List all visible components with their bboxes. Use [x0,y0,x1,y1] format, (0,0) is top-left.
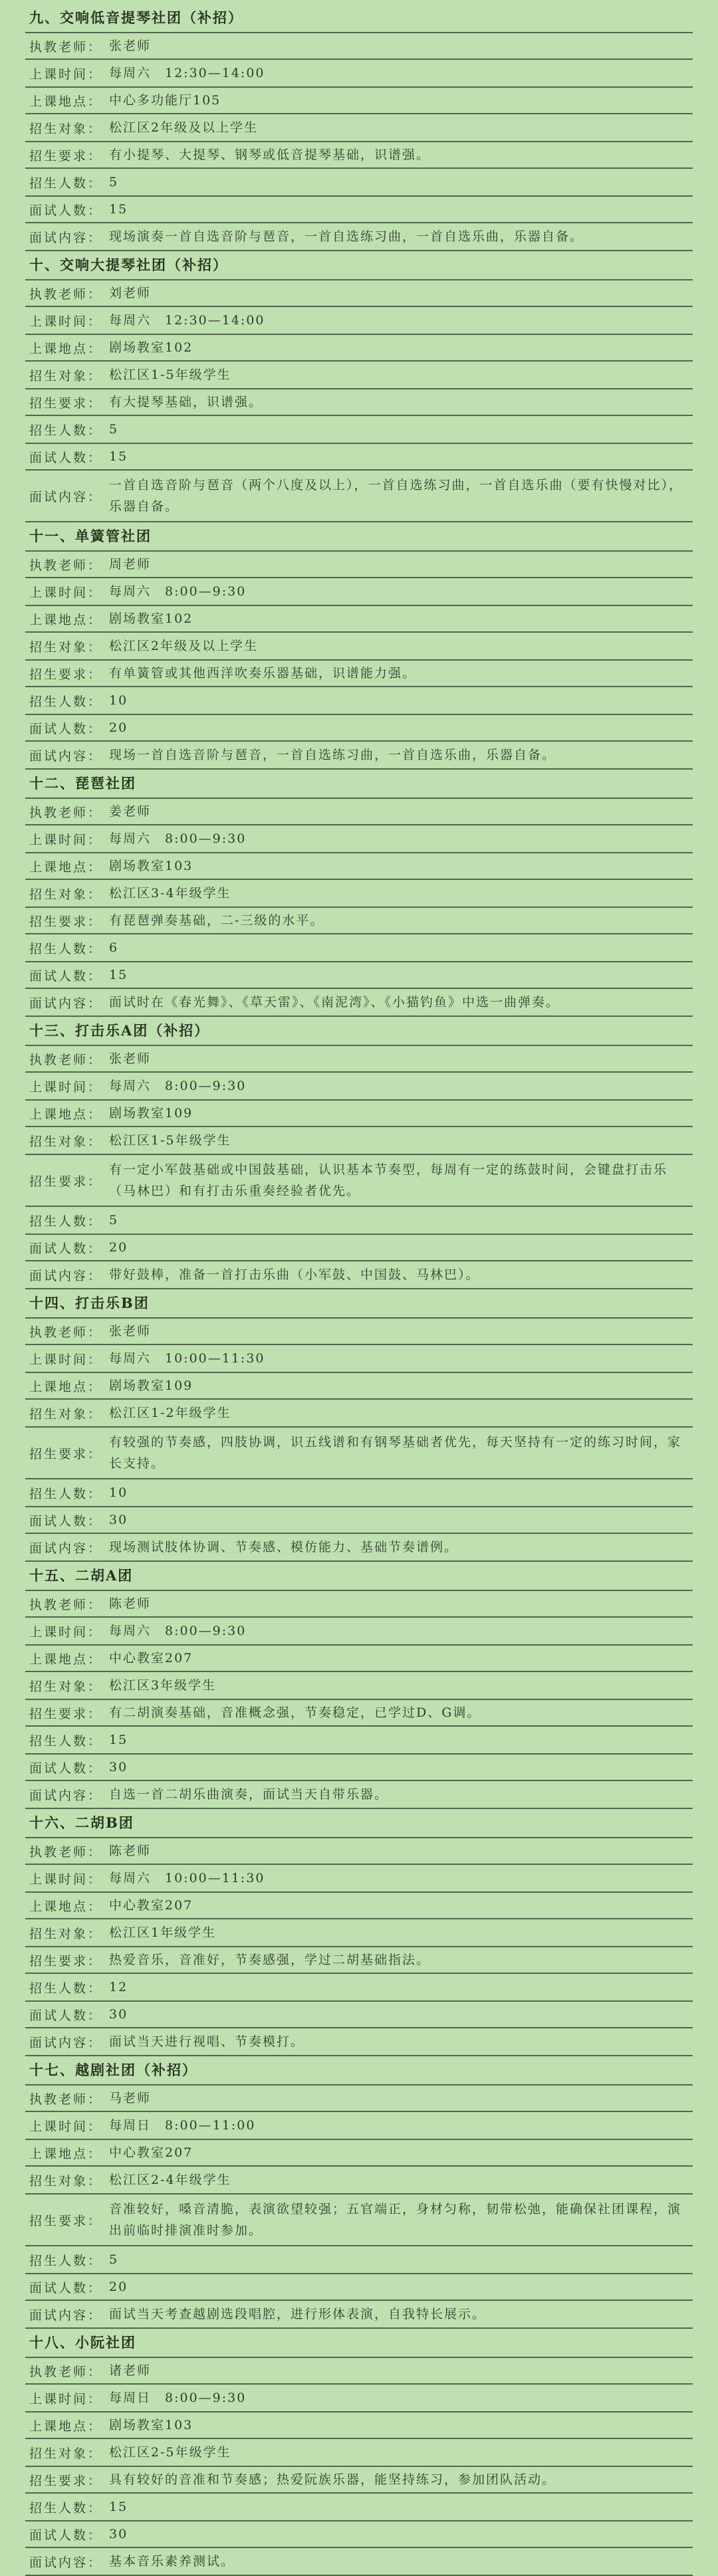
club-title: 十二、琵琶社团 [25,770,693,799]
field-value: 5 [109,2252,119,2267]
field-value: 20 [109,1240,128,1255]
field-label: 执教老师： [29,1052,103,1067]
field-label: 招生人数： [29,1981,103,1996]
field-row-interview-count [25,1755,693,1781]
field-value: 每周六 10:00—11:30 [109,1351,265,1366]
field-label: 面试内容： [29,2308,103,2323]
field-label: 面试内容： [29,1268,103,1283]
field-value: 基本音乐素养测试。 [109,2554,235,2569]
field-row-teacher [25,33,693,60]
field-label: 面试人数： [29,968,103,984]
club-section [25,2329,693,2576]
field-row-teacher [25,1838,693,1865]
field-value: 20 [109,720,128,735]
field-label: 执教老师： [29,286,103,302]
field-row-interview-content [25,223,693,251]
field-row-interview-content [25,2028,693,2056]
field-label: 面试人数： [29,1241,103,1256]
field-label: 面试内容： [29,489,103,504]
field-label: 招生要求： [29,1174,103,1189]
club-section [25,1289,693,1562]
field-row-place [25,1646,693,1672]
club-section [25,770,693,1017]
field-value: 诸老师 [109,2363,152,2378]
field-label: 上课时间： [29,2391,103,2407]
field-row-teacher [25,1591,693,1618]
field-label: 招生对象： [29,1679,103,1694]
field-row-place [25,88,693,114]
field-value: 每周六 10:00—11:30 [109,1871,265,1885]
club-section [25,2056,693,2329]
field-value: 剧场教室102 [109,611,193,626]
field-row-enroll-count [25,934,693,962]
field-value: 中心教室207 [109,1898,193,1913]
field-row-interview-count [25,2274,693,2301]
field-label: 招生人数： [29,1214,103,1229]
field-label: 面试人数： [29,1513,103,1529]
field-row-interview-count [25,1507,693,1534]
field-value: 姜老师 [109,804,152,819]
club-title: 十四、打击乐B团 [25,1289,693,1319]
field-value: 现场测试肢体协调、节奏感、模仿能力、基础节奏谱例。 [109,1540,459,1555]
club-title: 十七、越剧社团（补招） [25,2056,693,2086]
field-value: 现场一首自选音阶与琶音，一首自选练习曲，一首自选乐曲，乐器自备。 [109,748,556,762]
field-row-teacher [25,2086,693,2112]
field-row-time [25,1345,693,1373]
club-title: 十一、单簧管社团 [25,522,693,552]
field-row-enroll-count [25,1974,693,2002]
field-row-target [25,114,693,142]
field-value: 松江区3-4年级学生 [109,886,231,901]
club-section [25,1809,693,2056]
field-value: 面试时在《春光舞》、《草天雷》、《南泥湾》、《小猫钓鱼》中选一曲弹奏。 [109,995,560,1010]
field-label: 面试人数： [29,721,103,736]
field-value: 松江区3年级学生 [109,1678,217,1693]
field-row-time [25,2385,693,2413]
field-value: 15 [109,202,128,217]
field-row-time [25,2112,693,2140]
field-label: 执教老师： [29,1597,103,1612]
field-row-interview-count [25,1235,693,1261]
field-value: 5 [109,1213,119,1228]
field-row-requirement [25,1700,693,1727]
field-row-enroll-count [25,1727,693,1755]
field-row-target [25,1672,693,1700]
field-row-requirement [25,389,693,416]
field-value: 音准较好，嗓音清脆，表演欲望较强；五官端正，身材匀称，韧带松弛，能确保社团课程，演出前临时排演准时参加。 [109,2202,682,2238]
field-label: 面试内容： [29,230,103,245]
field-row-requirement [25,2467,693,2494]
field-row-interview-count [25,444,693,471]
field-label: 招生要求： [29,2213,103,2228]
field-value: 6 [109,940,119,955]
field-row-target [25,880,693,908]
field-value: 每周六 12:30—14:00 [109,313,265,328]
club-title: 十、交响大提琴社团（补招） [25,251,693,280]
field-value: 张老师 [109,1051,152,1066]
field-value: 30 [109,1760,128,1774]
field-row-teacher [25,552,693,578]
field-value: 刘老师 [109,286,152,300]
field-row-target [25,362,693,389]
club-title: 十五、二胡A团 [25,1562,693,1591]
field-row-teacher [25,1046,693,1073]
field-value: 每周六 8:00—9:30 [109,584,247,599]
field-value: 每周日 8:00—9:30 [109,2391,247,2405]
field-label: 招生人数： [29,175,103,191]
field-label: 面试内容： [29,996,103,1011]
field-row-teacher [25,2358,693,2385]
field-label: 上课地点： [29,94,103,109]
field-label: 上课地点： [29,859,103,875]
field-row-enroll-count [25,1207,693,1235]
field-value: 30 [109,1513,128,1527]
field-value: 现场演奏一首自选音阶与琶音，一首自选练习曲，一首自选乐曲，乐器自备。 [109,229,584,244]
field-label: 招生人数： [29,1733,103,1749]
field-value: 有单簧管或其他西洋吹奏乐器基础，识谱能力强。 [109,666,417,681]
field-label: 上课地点： [29,2418,103,2434]
field-label: 面试内容： [29,748,103,764]
field-label: 上课时间： [29,314,103,329]
field-value: 热爱音乐，音准好，节奏感强，学过二胡基础指法。 [109,1953,431,1967]
field-label: 招生要求： [29,1706,103,1721]
field-row-interview-count [25,197,693,223]
field-label: 执教老师： [29,2092,103,2107]
field-label: 招生对象： [29,639,103,655]
field-label: 上课地点： [29,341,103,356]
field-value: 15 [109,968,128,982]
field-value: 中心教室207 [109,1651,193,1665]
field-label: 执教老师： [29,2364,103,2379]
club-section [25,4,693,251]
field-label: 上课地点： [29,1899,103,1914]
field-row-requirement [25,142,693,169]
field-value: 剧场教室103 [109,2418,193,2432]
field-value: 15 [109,449,128,464]
field-row-enroll-count [25,169,693,197]
field-row-place [25,606,693,633]
field-label: 招生要求： [29,2473,103,2488]
club-section [25,1562,693,1809]
field-label: 招生人数： [29,941,103,956]
field-label: 上课时间： [29,66,103,82]
field-label: 招生对象： [29,2446,103,2461]
field-value: 每周六 8:00—9:30 [109,1624,247,1638]
field-row-interview-count [25,715,693,742]
field-label: 招生要求： [29,395,103,411]
field-label: 招生对象： [29,1406,103,1422]
field-value: 有小提琴、大提琴、钢琴或低音提琴基础，识谱强。 [109,148,431,162]
field-value: 松江区2-4年级学生 [109,2173,231,2187]
field-label: 招生对象： [29,1926,103,1941]
field-row-place [25,853,693,880]
field-value: 陈老师 [109,1844,152,1858]
field-label: 上课地点： [29,612,103,627]
field-label: 招生对象： [29,368,103,383]
club-title: 九、交响低音提琴社团（补招） [25,4,693,33]
field-value: 马老师 [109,2091,152,2105]
field-label: 面试人数： [29,1761,103,1776]
field-row-interview-content [25,989,693,1017]
field-value: 10 [109,1485,128,1500]
field-row-enroll-count [25,2246,693,2274]
field-row-place [25,2140,693,2167]
field-label: 招生人数： [29,2500,103,2516]
field-row-enroll-count [25,1479,693,1507]
field-row-time [25,60,693,88]
field-value: 剧场教室102 [109,340,193,355]
field-value: 松江区2-5年级学生 [109,2445,231,2460]
field-row-interview-content [25,471,693,522]
field-value: 30 [109,2527,128,2541]
field-value: 面试当天进行视唱、节奏模打。 [109,2034,305,2049]
field-value: 有二胡演奏基础，音准概念强，节奏稳定，已学过D、G调。 [109,1705,481,1720]
field-row-interview-count [25,2002,693,2028]
field-label: 上课地点： [29,1107,103,1122]
field-value: 30 [109,2007,128,2022]
field-value: 带好鼓棒，准备一首打击乐曲（小军鼓、中国鼓、马林巴）。 [109,1267,480,1282]
field-row-time [25,578,693,606]
field-label: 上课时间： [29,1079,103,1095]
field-row-place [25,2413,693,2439]
field-row-requirement [25,908,693,934]
field-value: 松江区1年级学生 [109,1925,217,1940]
field-row-requirement [25,1947,693,1974]
field-value: 15 [109,1733,128,1747]
field-value: 10 [109,693,128,708]
field-value: 松江区1-5年级学生 [109,368,231,382]
field-label: 招生要求： [29,148,103,163]
field-row-interview-content [25,2548,693,2576]
club-section [25,522,693,770]
field-label: 执教老师： [29,558,103,573]
field-row-target [25,1127,693,1155]
field-label: 面试人数： [29,2280,103,2296]
field-label: 上课时间： [29,585,103,600]
field-value: 5 [109,175,119,189]
field-value: 中心教室207 [109,2145,193,2160]
field-row-time [25,1073,693,1101]
field-label: 上课时间： [29,832,103,847]
field-label: 招生对象： [29,121,103,136]
field-label: 上课时间： [29,2119,103,2134]
field-value: 松江区1-5年级学生 [109,1133,231,1148]
field-value: 具有较好的音准和节奏感；热爱阮族乐器，能坚持练习，参加团队活动。 [109,2472,556,2487]
field-value: 张老师 [109,1324,152,1339]
field-row-teacher [25,799,693,825]
field-value: 剧场教室103 [109,859,193,873]
field-value: 自选一首二胡乐曲演奏，面试当天自带乐器。 [109,1787,389,1802]
field-value: 剧场教室109 [109,1378,193,1393]
field-row-time [25,1618,693,1646]
field-row-place [25,1373,693,1400]
field-label: 上课地点： [29,2146,103,2161]
field-value: 12 [109,1980,128,1994]
field-row-time [25,825,693,853]
field-value: 陈老师 [109,1596,152,1611]
field-label: 执教老师： [29,39,103,54]
field-row-time [25,307,693,335]
field-row-target [25,1400,693,1428]
field-value: 15 [109,2500,128,2514]
field-label: 招生人数： [29,694,103,709]
field-row-target [25,2439,693,2467]
field-value: 松江区2年级及以上学生 [109,639,259,653]
field-label: 执教老师： [29,1844,103,1860]
field-value: 剧场教室109 [109,1106,193,1121]
field-row-enroll-count [25,687,693,715]
field-label: 面试人数： [29,450,103,465]
field-row-enroll-count [25,2494,693,2522]
field-row-target [25,2167,693,2195]
field-label: 执教老师： [29,805,103,820]
field-row-enroll-count [25,416,693,444]
field-label: 招生要求： [29,914,103,929]
field-row-teacher [25,280,693,307]
field-row-target [25,633,693,661]
field-label: 招生要求： [29,1953,103,1969]
field-row-interview-content [25,2301,693,2329]
field-label: 上课地点： [29,1652,103,1667]
field-label: 招生要求： [29,667,103,682]
field-label: 上课时间： [29,1872,103,1887]
field-value: 面试当天考查越剧选段唱腔，进行形体表演，自我特长展示。 [109,2307,487,2321]
field-row-interview-content [25,1781,693,1809]
field-row-interview-count [25,2522,693,2548]
field-row-interview-content [25,1261,693,1289]
field-value: 周老师 [109,557,152,572]
field-value: 张老师 [109,39,152,53]
field-row-requirement [25,1155,693,1207]
field-label: 招生要求： [29,1446,103,1461]
field-label: 执教老师： [29,1325,103,1340]
field-value: 一首自选音阶与琶音（两个八度及以上），一首自选练习曲，一首自选乐曲（要有快慢对比），乐器自备。 [109,478,683,514]
field-value: 每周日 8:00—11:00 [109,2118,256,2133]
field-label: 上课地点： [29,1379,103,1394]
field-label: 面试内容： [29,1788,103,1803]
field-value: 每周六 8:00—9:30 [109,831,247,846]
field-label: 面试人数： [29,2527,103,2543]
field-label: 上课时间： [29,1352,103,1367]
field-value: 松江区1-2年级学生 [109,1406,231,1420]
club-title: 十八、小阮社团 [25,2329,693,2358]
field-label: 面试内容： [29,2035,103,2050]
field-row-requirement [25,2195,693,2246]
field-row-place [25,1893,693,1919]
field-value: 20 [109,2280,128,2294]
field-row-interview-content [25,1534,693,1562]
field-value: 有一定小军鼓基础或中国鼓基础，认识基本节奏型，每周有一定的练鼓时间，会键盘打击乐（马林巴）和有打击乐重奏经验者优先。 [109,1162,668,1198]
field-row-requirement [25,1428,693,1479]
field-value: 5 [109,422,119,437]
field-value: 中心多功能厅105 [109,93,221,108]
field-label: 招生人数： [29,423,103,438]
field-row-place [25,1101,693,1127]
field-value: 每周六 12:30—14:00 [109,66,265,80]
club-section [25,1017,693,1289]
field-label: 招生对象： [29,2173,103,2189]
field-label: 招生人数： [29,2253,103,2268]
field-value: 有琵琶弹奏基础，二-三级的水平。 [109,913,324,928]
field-label: 招生人数： [29,1486,103,1501]
field-row-requirement [25,661,693,687]
field-label: 上课时间： [29,1624,103,1640]
field-value: 每周六 8:00—9:30 [109,1079,247,1093]
field-row-target [25,1919,693,1947]
field-row-teacher [25,1319,693,1345]
field-label: 面试内容： [29,1541,103,1556]
field-row-place [25,335,693,362]
field-label: 招生对象： [29,887,103,902]
field-label: 面试人数： [29,203,103,218]
field-value: 有较强的节奏感，四肢协调，识五线谱和有钢琴基础者优先，每天坚持有一定的练习时间，家长支持。 [109,1435,682,1471]
field-row-time [25,1865,693,1893]
field-value: 有大提琴基础，识谱强。 [109,395,263,409]
club-title: 十六、二胡B团 [25,1809,693,1838]
club-title: 十三、打击乐A团（补招） [25,1017,693,1046]
field-row-interview-count [25,962,693,989]
field-label: 面试内容： [29,2555,103,2570]
field-value: 松江区2年级及以上学生 [109,120,259,135]
club-section [25,251,693,522]
field-label: 招生对象： [29,1134,103,1149]
field-row-interview-content [25,742,693,770]
field-label: 面试人数： [29,2008,103,2023]
